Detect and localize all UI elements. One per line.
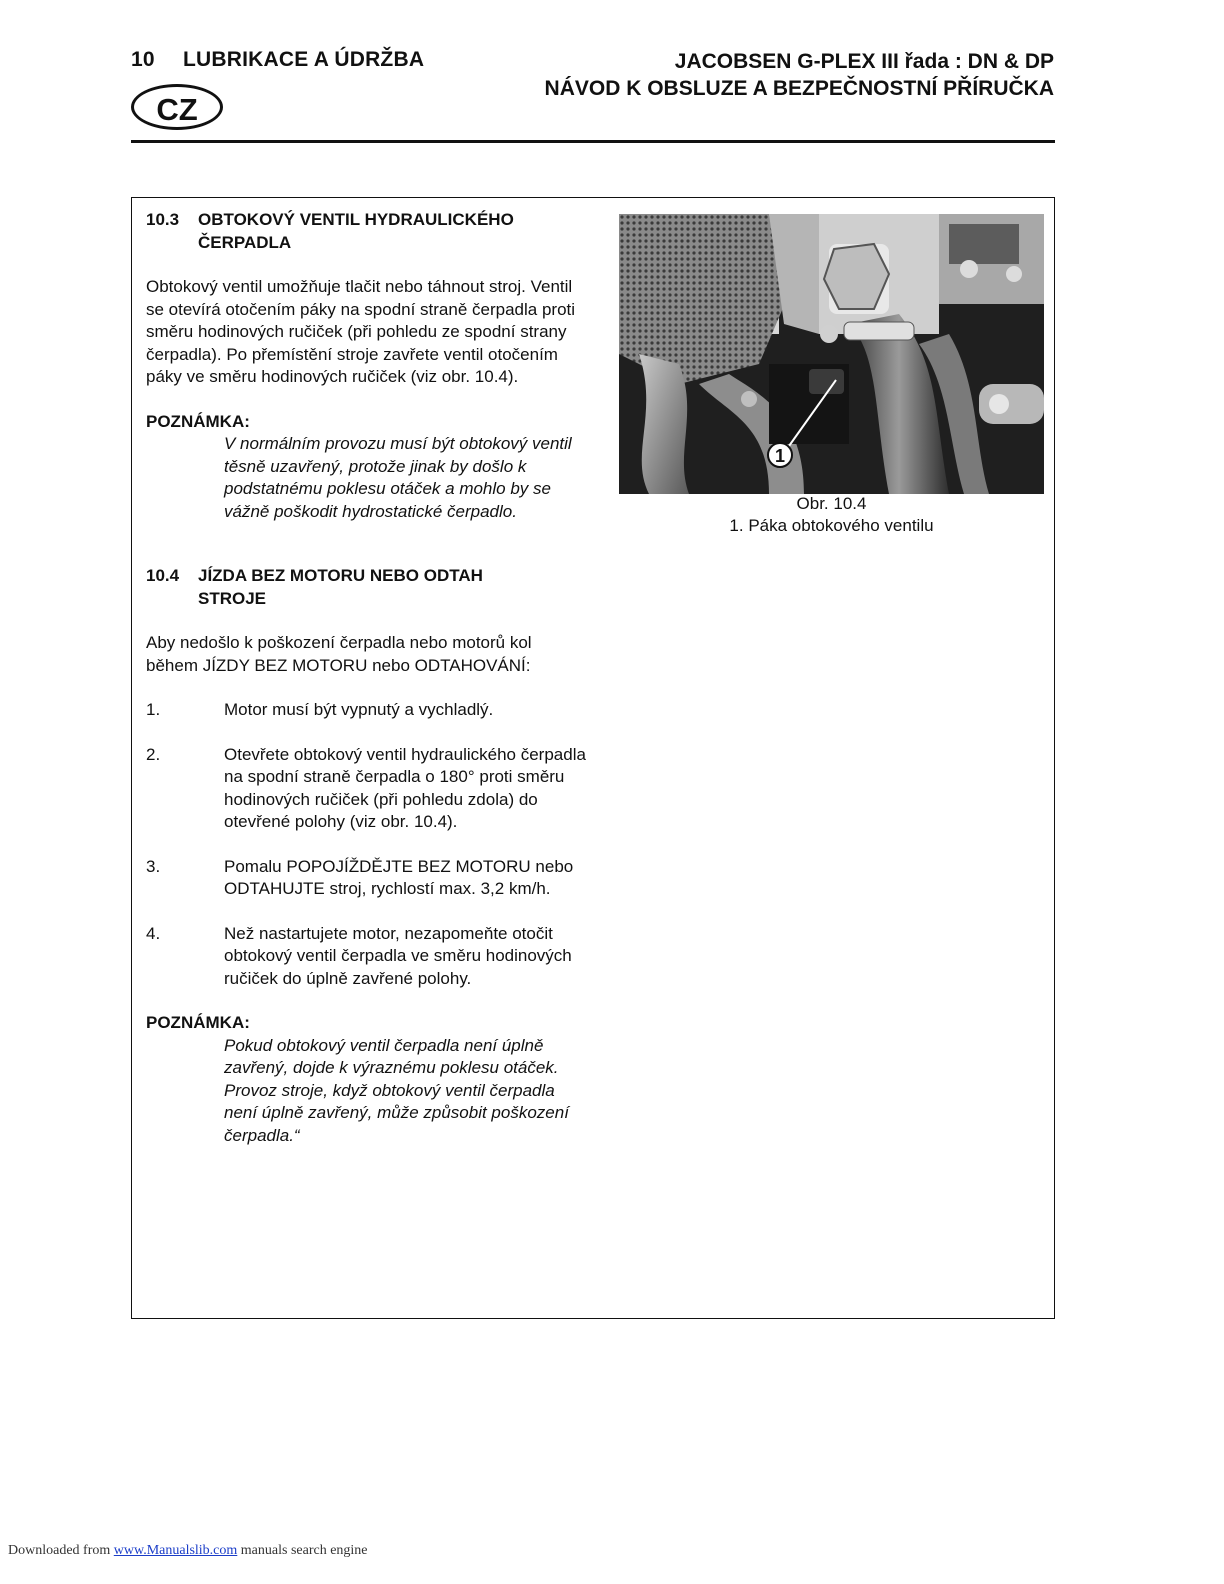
note-title: POZNÁMKA: (146, 411, 250, 431)
note-body: Pokud obtokový ventil čerpadla není úplně zavřený, dojde k výraznému poklesu otáček. Provoz stroje, když obtokový ventil čerpadla není úplně zavřený, může způsobit poškození čerpadla.“ (224, 1035, 569, 1145)
section-body: Obtokový ventil umožňuje tlačit nebo táhnout stroj. Ventil se otevírá otočením páky na spodní straně čerpadla proti směru hodinových ručiček (při pohledu ze spodní strany čerpadla). Po přemístění stroje zavřete ventil otočením páky ve směru hodinových ručiček (viz obr. 10.4). (146, 277, 576, 386)
content-box (131, 197, 1055, 1319)
manualslib-link[interactable]: www.Manualslib.com (113, 1543, 238, 1558)
note-body: V normálním provozu musí být obtokový ventil těsně uzavřený, protože jinak by došlo k podstatnému poklesu otáček a mohlo by se vážně poškodit hydrostatické čerpadlo. (224, 434, 572, 521)
caption-title: Obr. 10.4 (796, 494, 867, 513)
manual-title: NÁVOD K OBSLUZE A BEZPEČNOSTNÍ PŘÍRUČKA (544, 77, 1054, 100)
section-title-line1: OBTOKOVÝ VENTIL HYDRAULICKÉHO (198, 210, 514, 229)
text-column (146, 208, 586, 1147)
footer-suffix: manuals search engine (240, 1543, 368, 1558)
step-text: Než nastartujete motor, nezapomeňte otočit obtokový ventil čerpadla ve směru hodinových ručiček do úplně zavřené polohy. (224, 923, 572, 988)
figure-caption (619, 493, 1044, 537)
list-item (146, 856, 586, 901)
page-header-right (545, 48, 1054, 102)
photo-illustration (619, 214, 1044, 494)
step-number: 4. (146, 923, 161, 943)
step-text: Pomalu POPOJÍŽDĚJTE BEZ MOTORU nebo ODTAHUJTE stroj, rychlostí max. 3,2 km/h. (224, 856, 574, 898)
list-item (146, 923, 586, 991)
page-number: 10 (131, 48, 155, 71)
list-item (146, 699, 586, 722)
footer-prefix: Downloaded from (8, 1543, 111, 1558)
step-number: 3. (146, 856, 161, 876)
callout-label: 1 (774, 446, 786, 466)
section-intro: Aby nedošlo k poškození čerpadla nebo motorů kol během JÍZDY BEZ MOTORU nebo ODTAHOVÁNÍ: (146, 633, 532, 675)
page-footer (8, 1543, 368, 1559)
header-divider (131, 140, 1055, 143)
section-title: LUBRIKACE A ÚDRŽBA (183, 48, 425, 71)
language-badge: CZ (131, 84, 223, 130)
list-item (146, 744, 586, 834)
bypass-valve-photo (619, 214, 1044, 494)
section-number: 10.3 (146, 210, 180, 229)
step-number: 2. (146, 744, 161, 764)
product-line: JACOBSEN G-PLEX III řada : DN & DP (674, 50, 1054, 73)
step-number: 1. (146, 700, 161, 719)
section-title-line2: STROJE (198, 589, 267, 608)
caption-item: 1. Páka obtokového ventilu (729, 516, 934, 535)
section-number: 10.4 (146, 566, 180, 585)
section-title-line2: ČERPADLA (198, 233, 292, 252)
step-text: Motor musí být vypnutý a vychladlý. (224, 700, 494, 719)
note-title: POZNÁMKA: (146, 1013, 250, 1032)
step-text: Otevřete obtokový ventil hydraulického čerpadla na spodní straně čerpadla o 180° proti směru hodinových ručiček (při pohledu zdola) do otevřené polohy (viz obr. 10.4). (224, 744, 586, 831)
page-header-left (131, 48, 424, 72)
section-title-line1: JÍZDA BEZ MOTORU NEBO ODTAH (198, 566, 483, 585)
section-heading-10-4 (146, 564, 586, 610)
section-heading-10-3 (146, 208, 586, 254)
